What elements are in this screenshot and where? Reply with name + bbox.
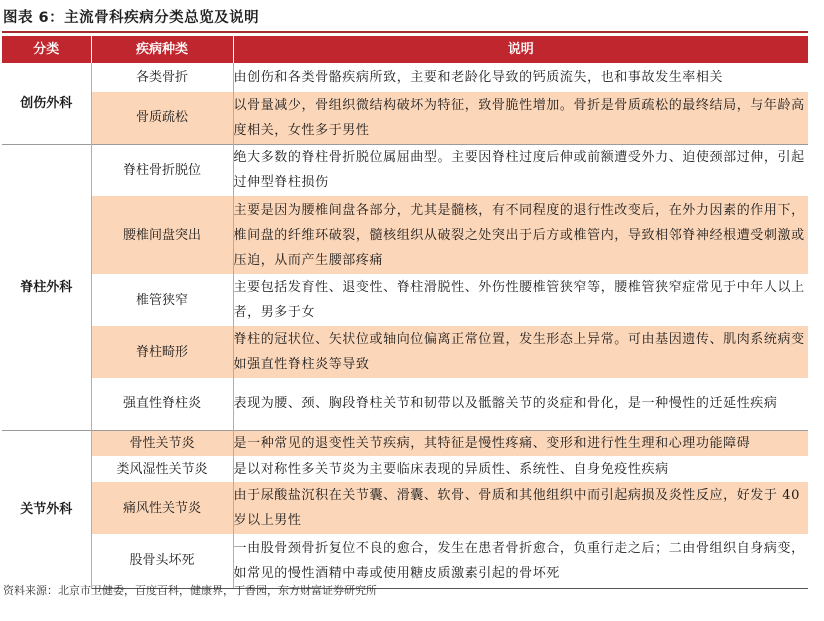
description-cell: 是以对称性多关节炎为主要临床表现的异质性、系统性、自身免疫性疾病 (233, 461, 669, 477)
category-cell: 关节外科 (2, 430, 91, 588)
disease-cell: 脊柱骨折脱位 (91, 144, 233, 196)
table-row (2, 430, 808, 456)
disease-cell: 各类骨折 (91, 63, 233, 92)
disease-cell: 强直性脊柱炎 (91, 378, 233, 430)
description-cell: 绝大多数的脊柱骨折脱位属屈曲型。主要因脊柱过度后伸或前额遭受外力、迫使颈部过伸，引起过伸型脊柱损伤 (233, 144, 808, 196)
description-cell: 主要是因为腰椎间盘各部分，尤其是髓核，有不同程度的退行性改变后，在外力因素的作用下，椎间盘的纤维环破裂，髓核组织从破裂之处突出于后方或椎管内，导致相邻脊神经根遭受刺激或压迫，从而产生腰部疼痛 (233, 196, 808, 274)
disease-cell: 骨质疏松 (91, 92, 233, 144)
category-cell: 创伤外科 (2, 63, 91, 144)
category-cell: 脊柱外科 (2, 144, 91, 430)
disease-cell: 骨性关节炎 (91, 430, 233, 456)
table-row (2, 196, 808, 274)
table-row (2, 63, 808, 92)
description-cell: 由创伤和各类骨骼疾病所致，主要和老龄化导致的钙质流失，也和事故发生率相关 (233, 70, 724, 85)
table-row (2, 534, 808, 588)
description-cell: 表现为腰、颈、胸段脊柱关节和韧带以及骶髂关节的炎症和骨化，是一种慢性的迁延性疾病 (233, 396, 778, 412)
disease-cell: 类风湿性关节炎 (91, 456, 233, 482)
disease-cell: 股骨头坏死 (91, 534, 233, 588)
disease-cell: 椎管狭窄 (91, 274, 233, 326)
table-row (2, 274, 808, 326)
description-cell: 是一种常见的退变性关节疾病，其特征是慢性疼痛、变形和进行性生理和心理功能障碍 (233, 430, 808, 456)
disease-table (2, 36, 808, 589)
table-row (2, 482, 808, 534)
header-disease: 疾病种类 (91, 36, 233, 63)
table-row (2, 378, 808, 430)
table-row (2, 92, 808, 144)
header-row (2, 36, 808, 63)
title-rule (2, 31, 808, 33)
disease-cell: 腰椎间盘突出 (91, 196, 233, 274)
description-cell: 由于尿酸盐沉积在关节囊、滑囊、软骨、骨质和其他组织中而引起病损及炎性反应，好发于 40 岁以上男性 (233, 482, 808, 534)
description-cell: 以骨量减少，骨组织微结构破坏为特征，致骨脆性增加。骨折是骨质疏松的最终结局，与年龄高度相关，女性多于男性 (233, 92, 808, 144)
disease-cell: 痛风性关节炎 (91, 482, 233, 534)
source-note: 资料来源：北京市卫健委，百度百科，健康界，丁香园，东方财富证券研究所 (3, 584, 377, 597)
disease-cell: 脊柱畸形 (91, 326, 233, 378)
table-row (2, 326, 808, 378)
description-cell: 主要包括发育性、退变性、脊柱滑脱性、外伤性腰椎管狭窄等，腰椎管狭窄症常见于中年人以上者，男多于女 (233, 280, 805, 320)
figure-title: 图表 6：主流骨科疾病分类总览及说明 (3, 10, 260, 26)
description-cell: 一由股骨颈骨折复位不良的愈合，发生在患者骨折愈合，负重行走之后；二由骨组织自身病变，如常见的慢性酒精中毒或使用糖皮质激素引起的骨坏死 (233, 534, 808, 588)
table-row (2, 456, 808, 482)
table-row (2, 144, 808, 196)
header-description: 说明 (233, 36, 808, 63)
header-category: 分类 (2, 36, 91, 63)
description-cell: 脊柱的冠状位、矢状位或轴向位偏离正常位置，发生形态上异常。可由基因遗传、肌肉系统病变如强直性脊柱炎等导致 (233, 326, 808, 378)
